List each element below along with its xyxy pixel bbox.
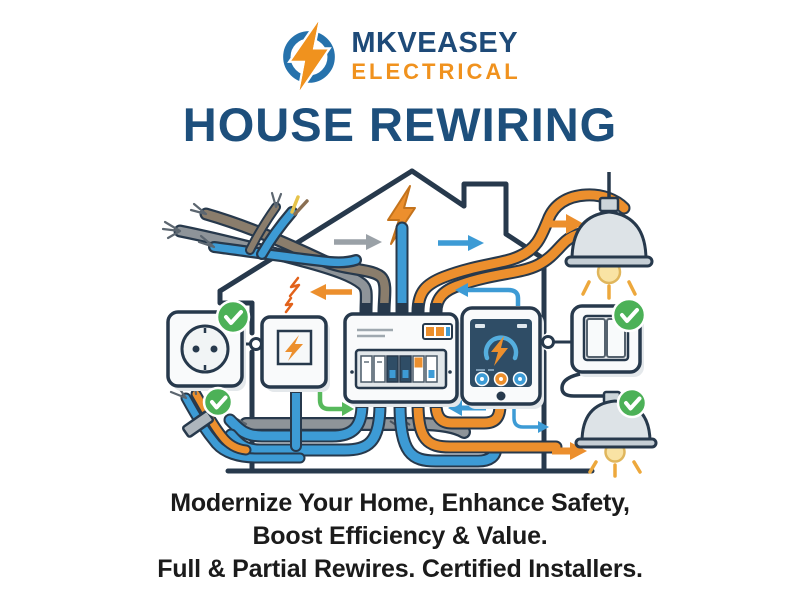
tagline	[0, 487, 800, 586]
spark-icon	[286, 278, 299, 312]
lightning-bolt-logo-icon	[279, 20, 339, 92]
check-badge-icon	[613, 299, 645, 331]
tagline-line-1: Modernize Your Home, Enhance Safety,	[170, 489, 630, 517]
arrow-right-blue-icon	[438, 235, 484, 251]
tagline-line-3: Full & Partial Rewires. Certified Installers.	[157, 555, 643, 583]
arrow-right-gray-icon	[334, 234, 382, 250]
panel-buttons	[476, 373, 527, 386]
consumer-unit-icon	[345, 303, 461, 408]
brand-name: MKVEASEY	[351, 27, 519, 59]
connector-node	[251, 339, 262, 350]
fuse-box-indicator	[423, 324, 452, 339]
light-rays-icon	[583, 282, 635, 298]
tagline-line-2: Boost Efficiency & Value.	[252, 522, 548, 550]
surge-box-icon	[262, 317, 330, 393]
light-switch-icon	[543, 299, 646, 377]
check-badge-icon	[217, 301, 249, 333]
check-badge-icon	[618, 389, 646, 417]
check-badge-icon	[204, 388, 232, 416]
brand-logo	[0, 20, 800, 92]
connector-node	[543, 337, 554, 348]
pendant-lamp-bottom-icon	[562, 374, 656, 476]
panel-home-button	[497, 392, 506, 401]
smart-panel-icon	[462, 308, 544, 409]
arrow-left-orange-icon	[310, 284, 352, 300]
power-outlet-icon	[168, 301, 262, 391]
page-title: HOUSE REWIRING	[182, 98, 618, 151]
brand-industry: ELECTRICAL	[351, 59, 521, 84]
light-rays-icon	[590, 462, 640, 476]
arrow-left-blue-curve-icon	[455, 283, 518, 306]
breaker-strip	[356, 350, 446, 388]
